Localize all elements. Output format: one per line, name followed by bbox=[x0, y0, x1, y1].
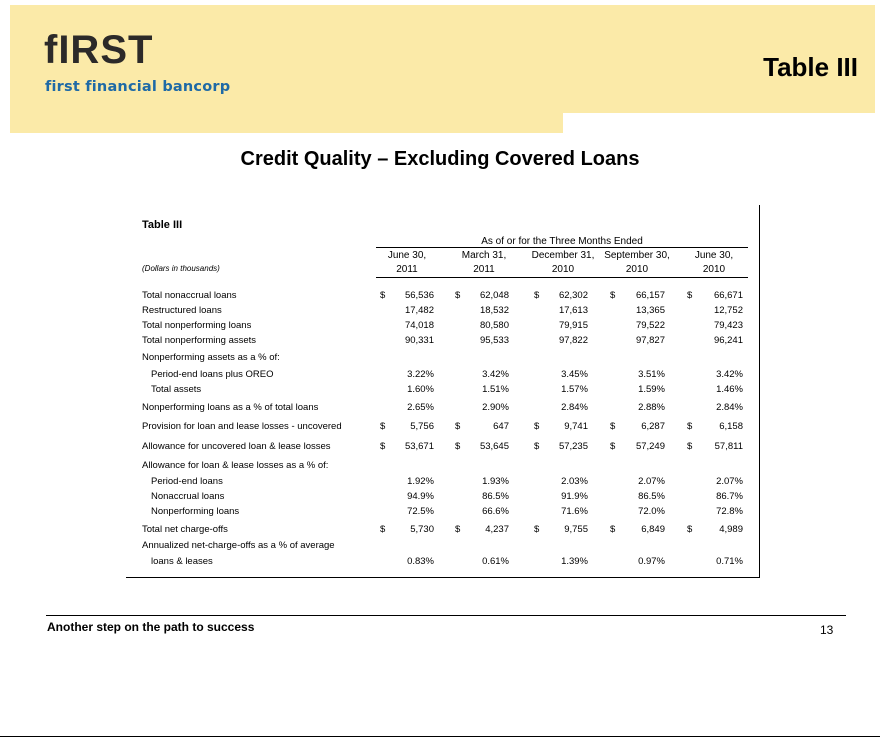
table-cell: 647 bbox=[493, 421, 509, 432]
currency-symbol: $ bbox=[380, 524, 386, 535]
currency-symbol: $ bbox=[534, 421, 540, 432]
table-cell: 1.51% bbox=[482, 384, 509, 395]
currency-symbol: $ bbox=[687, 524, 693, 535]
table-cell: 0.71% bbox=[716, 556, 743, 567]
table-cell: 90,331 bbox=[404, 335, 434, 346]
table-cell: 6,849 bbox=[641, 524, 665, 535]
table-cell: 3.45% bbox=[561, 369, 588, 380]
table-cell: 97,822 bbox=[558, 335, 588, 346]
table-cell: 5,730 bbox=[410, 524, 434, 535]
table-cell: 2.84% bbox=[561, 402, 588, 413]
currency-symbol: $ bbox=[610, 441, 616, 452]
table-cell: 5,756 bbox=[410, 421, 434, 432]
table-cell: 62,302 bbox=[558, 290, 588, 301]
table-cell: 86.5% bbox=[638, 491, 665, 502]
slide-title: Table III bbox=[763, 52, 858, 82]
row-label: Total nonaccrual loans bbox=[142, 290, 237, 301]
table-cell: 9,755 bbox=[564, 524, 588, 535]
table-cell: 1.57% bbox=[561, 384, 588, 395]
table-cell: 0.61% bbox=[482, 556, 509, 567]
table-cell: 79,522 bbox=[635, 320, 665, 331]
table-cell: 74,018 bbox=[404, 320, 434, 331]
currency-symbol: $ bbox=[455, 441, 461, 452]
currency-symbol: $ bbox=[610, 290, 616, 301]
table-cell: 3.42% bbox=[482, 369, 509, 380]
footer-tagline: Another step on the path to success bbox=[47, 620, 255, 634]
column-header: December 31, 2010 bbox=[531, 250, 595, 275]
table-cell: 2.84% bbox=[716, 402, 743, 413]
table-cell: 1.59% bbox=[638, 384, 665, 395]
currency-symbol: $ bbox=[687, 441, 693, 452]
column-header: June 30, 2011 bbox=[387, 250, 427, 275]
bottom-rule bbox=[0, 736, 880, 737]
table-cell: 79,423 bbox=[713, 320, 743, 331]
row-label: Total nonperforming loans bbox=[142, 320, 252, 331]
currency-symbol: $ bbox=[534, 441, 540, 452]
table-cell: 86.7% bbox=[716, 491, 743, 502]
company-logo: fIRST bbox=[44, 28, 154, 72]
company-tagline: first financial bancorp bbox=[45, 79, 231, 95]
row-label: Nonperforming assets as a % of: bbox=[142, 352, 280, 363]
table-cell: 53,671 bbox=[404, 441, 434, 452]
column-header: June 30, 2010 bbox=[694, 250, 734, 275]
units-note: (Dollars in thousands) bbox=[142, 264, 220, 273]
currency-symbol: $ bbox=[455, 421, 461, 432]
table-cell: 57,811 bbox=[714, 441, 743, 452]
table-cell: 1.93% bbox=[482, 476, 509, 487]
row-label: Nonperforming loans bbox=[151, 506, 240, 517]
table-cell: 56,536 bbox=[404, 290, 434, 301]
table-cell: 4,237 bbox=[485, 524, 509, 535]
table-cell: 57,249 bbox=[635, 441, 665, 452]
table-cell: 95,533 bbox=[479, 335, 509, 346]
row-label: Total assets bbox=[151, 384, 202, 395]
currency-symbol: $ bbox=[534, 290, 540, 301]
table-cell: 57,235 bbox=[558, 441, 588, 452]
footer-rule bbox=[46, 615, 846, 616]
currency-symbol: $ bbox=[380, 290, 386, 301]
table-cell: 2.90% bbox=[482, 402, 509, 413]
table-cell: 86.5% bbox=[482, 491, 509, 502]
table-cell: 17,613 bbox=[558, 305, 588, 316]
table-cell: 4,989 bbox=[719, 524, 743, 535]
row-label: Total nonperforming assets bbox=[142, 335, 257, 346]
header-notch bbox=[563, 113, 875, 133]
row-label: Period-end loans bbox=[151, 476, 223, 487]
group-header: As of or for the Three Months Ended bbox=[481, 236, 643, 247]
table-cell: 1.92% bbox=[407, 476, 434, 487]
row-label: Total net charge-offs bbox=[142, 524, 228, 535]
currency-symbol: $ bbox=[687, 290, 693, 301]
table-cell: 2.03% bbox=[561, 476, 588, 487]
currency-symbol: $ bbox=[455, 524, 461, 535]
table-cell: 6,287 bbox=[641, 421, 665, 432]
column-header: September 30, 2010 bbox=[604, 250, 670, 275]
table-cell: 2.07% bbox=[716, 476, 743, 487]
table-cell: 12,752 bbox=[713, 305, 743, 316]
table-cell: 66,157 bbox=[635, 290, 665, 301]
currency-symbol: $ bbox=[610, 524, 616, 535]
page-number: 13 bbox=[820, 623, 834, 637]
table-cell: 0.97% bbox=[638, 556, 665, 567]
table-cell: 96,241 bbox=[713, 335, 743, 346]
group-header-rule bbox=[376, 247, 748, 248]
row-label: loans & leases bbox=[151, 556, 213, 567]
row-label: Nonaccrual loans bbox=[151, 491, 225, 502]
table-cell: 13,365 bbox=[635, 305, 665, 316]
table-cell: 94.9% bbox=[407, 491, 434, 502]
row-label: Allowance for loan & lease losses as a % of: bbox=[142, 460, 329, 471]
table-cell: 91.9% bbox=[561, 491, 588, 502]
table-cell: 71.6% bbox=[561, 506, 588, 517]
table-cell: 72.5% bbox=[407, 506, 434, 517]
table-label: Table III bbox=[142, 219, 183, 231]
table-cell: 3.51% bbox=[638, 369, 665, 380]
table-cell: 66,671 bbox=[713, 290, 743, 301]
column-header-rule bbox=[376, 277, 748, 278]
table-cell: 1.46% bbox=[716, 384, 743, 395]
table-cell: 53,645 bbox=[479, 441, 509, 452]
table-cell: 1.39% bbox=[561, 556, 588, 567]
table-cell: 79,915 bbox=[558, 320, 588, 331]
page-title: Credit Quality – Excluding Covered Loans bbox=[240, 148, 640, 170]
table-cell: 2.65% bbox=[407, 402, 434, 413]
column-header: March 31, 2011 bbox=[461, 250, 507, 275]
row-label: Annualized net-charge-offs as a % of average bbox=[142, 540, 335, 551]
table-cell: 62,048 bbox=[479, 290, 509, 301]
table-cell: 2.07% bbox=[638, 476, 665, 487]
table-cell: 72.0% bbox=[638, 506, 665, 517]
row-label: Restructured loans bbox=[142, 305, 222, 316]
table-cell: 72.8% bbox=[716, 506, 743, 517]
table-cell: 97,827 bbox=[635, 335, 665, 346]
currency-symbol: $ bbox=[534, 524, 540, 535]
currency-symbol: $ bbox=[610, 421, 616, 432]
table-cell: 0.83% bbox=[407, 556, 434, 567]
row-label: Allowance for uncovered loan & lease losses bbox=[142, 441, 331, 452]
table-cell: 1.60% bbox=[407, 384, 434, 395]
table-cell: 9,741 bbox=[564, 421, 588, 432]
currency-symbol: $ bbox=[380, 421, 386, 432]
row-label: Period-end loans plus OREO bbox=[151, 369, 274, 380]
row-label: Provision for loan and lease losses - uncovered bbox=[142, 421, 342, 432]
currency-symbol: $ bbox=[380, 441, 386, 452]
table-cell: 2.88% bbox=[638, 402, 665, 413]
table-cell: 66.6% bbox=[482, 506, 509, 517]
table-cell: 17,482 bbox=[404, 305, 434, 316]
table-cell: 3.42% bbox=[716, 369, 743, 380]
currency-symbol: $ bbox=[455, 290, 461, 301]
currency-symbol: $ bbox=[687, 421, 693, 432]
row-label: Nonperforming loans as a % of total loans bbox=[142, 402, 319, 413]
table-cell: 3.22% bbox=[407, 369, 434, 380]
table-cell: 6,158 bbox=[719, 421, 743, 432]
table-cell: 80,580 bbox=[479, 320, 509, 331]
table-cell: 18,532 bbox=[479, 305, 509, 316]
